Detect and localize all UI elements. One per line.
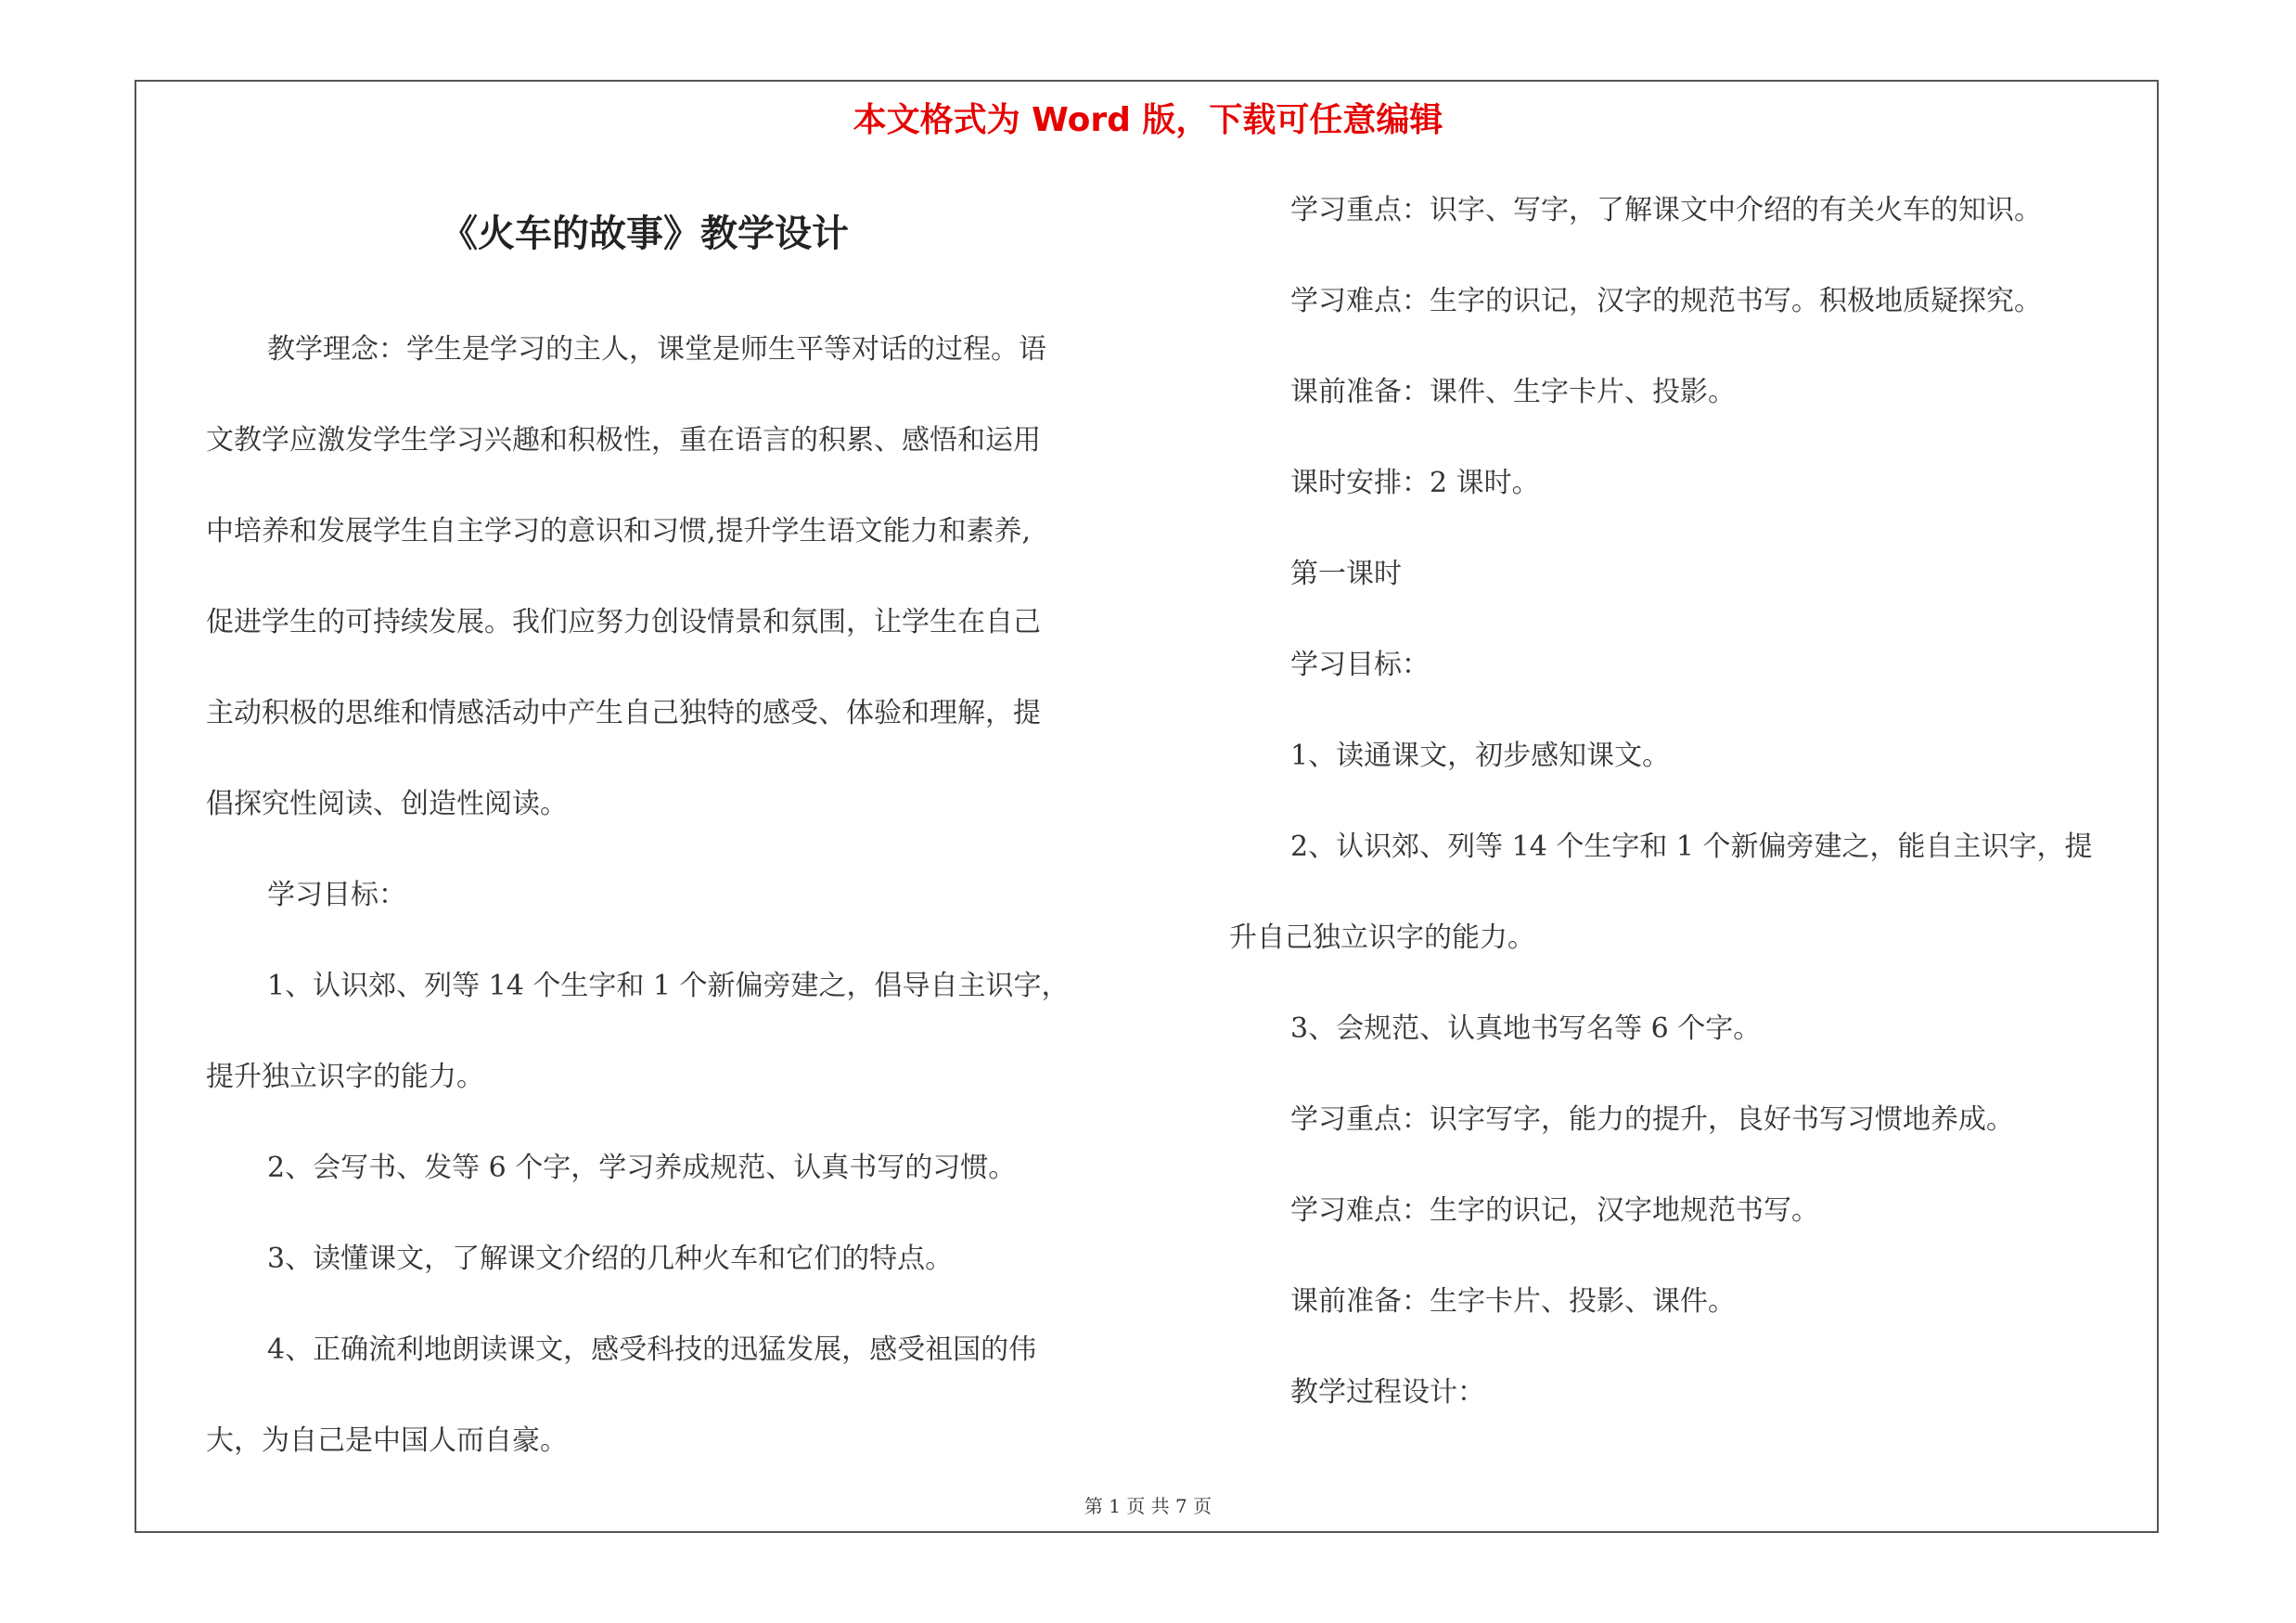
text-line: 学习重点：识字写字，能力的提升，良好书写习惯地养成。 [1290, 1103, 2014, 1136]
left-column [206, 304, 1134, 1487]
text-line: 主动积极的思维和情感活动中产生自己独特的感受、体验和理解，提 [206, 697, 1041, 729]
text-line: 第一课时 [1290, 558, 1402, 590]
text-line: 倡探究性阅读、创造性阅读。 [206, 788, 568, 820]
text-line: 学习重点：识字、写字，了解课文中介绍的有关火车的知识。 [1290, 194, 2042, 226]
text-line: 学习目标： [1290, 649, 1430, 681]
text-line: 课前准备：课件、生字卡片、投影。 [1290, 376, 1736, 408]
text-line: 促进学生的可持续发展。我们应努力创设情景和氛围，让学生在自己 [206, 606, 1041, 638]
text-line: 文教学应激发学生学习兴趣和积极性，重在语言的积累、感悟和运用 [206, 424, 1041, 457]
text-line: 2、认识郊、列等 14 个生字和 1 个新偏旁建之，能自主识字，提 [1290, 831, 2093, 863]
text-line: 提升独立识字的能力。 [206, 1061, 484, 1093]
text-line: 课前准备：生字卡片、投影、课件。 [1290, 1285, 1736, 1318]
text-line: 大，为自己是中国人而自豪。 [206, 1424, 568, 1457]
text-line: 3、会规范、认真地书写名等 6 个字。 [1290, 1012, 1762, 1045]
text-line: 2、会写书、发等 6 个字，学习养成规范、认真书写的习惯。 [267, 1152, 1017, 1184]
text-line: 3、读懂课文，了解课文介绍的几种火车和它们的特点。 [267, 1243, 954, 1275]
text-line: 1、认识郊、列等 14 个生字和 1 个新偏旁建之，倡导自主识字， [267, 970, 1070, 1002]
text-line: 4、正确流利地朗读课文，感受科技的迅猛发展，感受祖国的伟 [267, 1333, 1037, 1366]
right-column [1229, 165, 2159, 1438]
text-line: 中培养和发展学生自主学习的意识和习惯,提升学生语文能力和素养, [206, 515, 1032, 547]
text-line: 1、读通课文，初步感知课文。 [1290, 740, 1671, 772]
text-line: 学习难点：生字的识记，汉字地规范书写。 [1290, 1194, 1819, 1227]
page-footer: 第 1 页 共 7 页 [1084, 1495, 1212, 1517]
text-line: 学习目标： [267, 879, 406, 911]
text-line: 教学过程设计： [1290, 1376, 1485, 1409]
text-line: 学习难点：生字的识记，汉字的规范书写。积极地质疑探究。 [1290, 285, 2042, 317]
text-line: 升自己独立识字的能力。 [1229, 921, 1535, 954]
text-line: 教学理念：学生是学习的主人，课堂是师生平等对话的过程。语 [267, 333, 1046, 366]
document-title: 《火车的故事》教学设计 [441, 213, 849, 255]
text-line: 课时安排：2 课时。 [1290, 467, 1540, 499]
header-banner: 本文格式为 Word 版，下载可任意编辑 [853, 101, 1443, 139]
